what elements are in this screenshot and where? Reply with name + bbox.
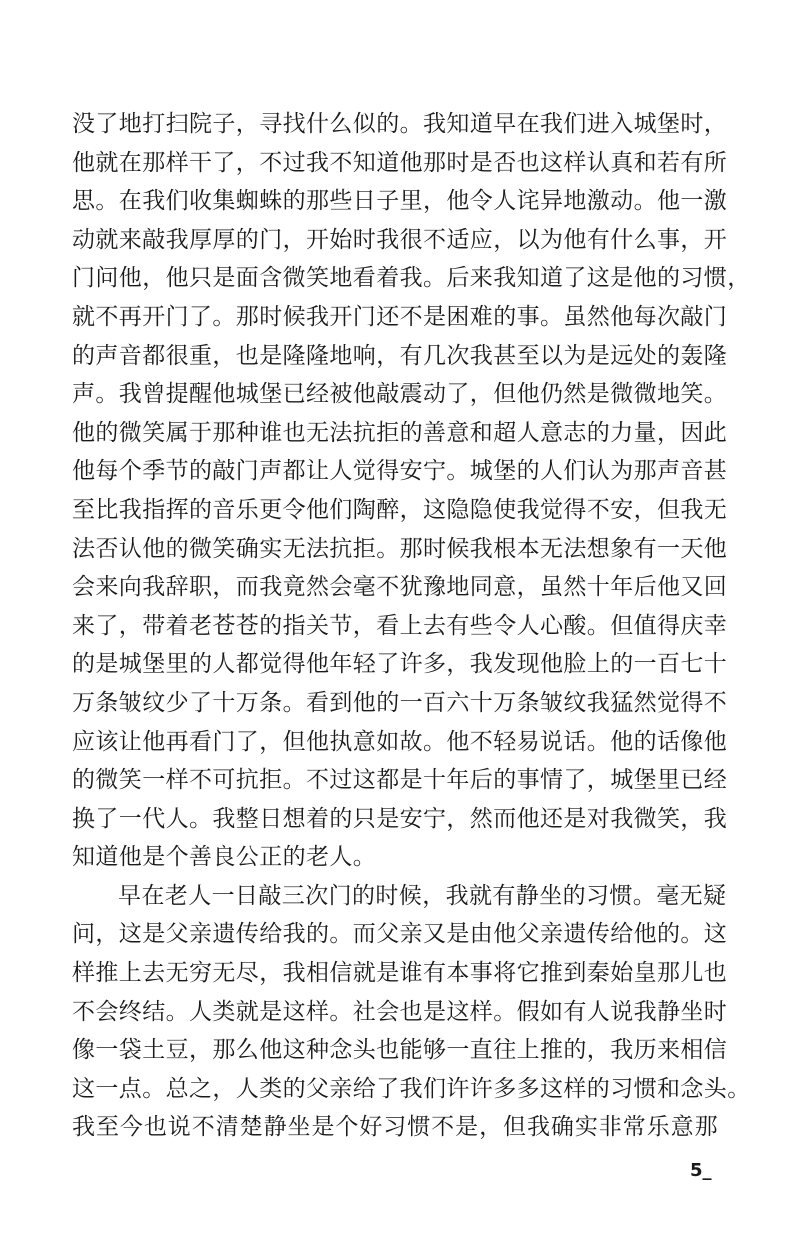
text-line: 万条皱纹少了十万条。看到他的一百六十万条皱纹我猛然觉得不 (72, 689, 728, 716)
text-line: 门问他，他只是面含微笑地看着我。后来我知道了这是他的习惯， (72, 265, 751, 292)
text-line: 的微笑一样不可抗拒。不过这都是十年后的事情了，城堡里已经 (72, 767, 728, 794)
text-line: 像一袋土豆，那么他这种念头也能够一直往上推的，我历来相信 (72, 1037, 728, 1064)
text-line: 他的微笑属于那种谁也无法抗拒的善意和超人意志的力量，因此 (72, 419, 728, 446)
text-line: 他就在那样干了，不过我不知道他那时是否也这样认真和若有所 (72, 149, 728, 176)
text-line: 应该让他再看门了，但他执意如故。他不轻易说话。他的话像他 (72, 728, 728, 755)
text-line: 换了一代人。我整日想着的只是安宁，然而他还是对我微笑，我 (72, 805, 728, 832)
text-line: 的是城堡里的人都觉得他年轻了许多，我发现他脸上的一百七十 (72, 651, 728, 678)
text-line: 就不再开门了。那时候我开门还不是困难的事。虽然他每次敲门 (72, 303, 728, 330)
page-number: 5_ (690, 1160, 712, 1181)
text-line: 思。在我们收集蜘蛛的那些日子里，他令人诧异地激动。他一激 (72, 188, 728, 215)
text-line: 法否认他的微笑确实无法抗拒。那时候我根本无法想象有一天他 (72, 535, 728, 562)
text-line: 我至今也说不清楚静坐是个好习惯不是，但我确实非常乐意那 (72, 1114, 718, 1141)
text-line: 动就来敲我厚厚的门，开始时我很不适应，以为他有什么事，开 (72, 226, 728, 253)
text-line: 不会终结。人类就是这样。社会也是这样。假如有人说我静坐时 (72, 998, 728, 1025)
paragraph-end-line: 知道他是个善良公正的老人。 (72, 844, 377, 871)
text-line: 这一点。总之，人类的父亲给了我们许许多多这样的习惯和念头。 (72, 1075, 751, 1102)
text-line: 样推上去无穷无尽，我相信就是谁有本事将它推到秦始皇那儿也 (72, 960, 728, 987)
text-line: 他每个季节的敲门声都让人觉得安宁。城堡的人们认为那声音甚 (72, 458, 728, 485)
text-line: 问，这是父亲遗传给我的。而父亲又是由他父亲遗传给他的。这 (72, 921, 728, 948)
paragraph-start-line: 早在老人一日敲三次门的时候，我就有静坐的习惯。毫无疑 (118, 882, 727, 909)
text-line: 会来向我辞职，而我竟然会毫不犹豫地同意，虽然十年后他又回 (72, 574, 728, 601)
text-line: 的声音都很重，也是隆隆地响，有几次我甚至以为是远处的轰隆 (72, 342, 728, 369)
page-body (72, 105, 751, 1147)
text-line: 声。我曾提醒他城堡已经被他敲震动了，但他仍然是微微地笑。 (72, 381, 728, 408)
text-line: 至比我指挥的音乐更令他们陶醉，这隐隐使我觉得不安，但我无 (72, 496, 728, 523)
text-line: 没了地打扫院子，寻找什么似的。我知道早在我们进入城堡时， (72, 111, 728, 137)
text-line: 来了，带着老苍苍的指关节，看上去有些令人心酸。但值得庆幸 (72, 612, 728, 639)
